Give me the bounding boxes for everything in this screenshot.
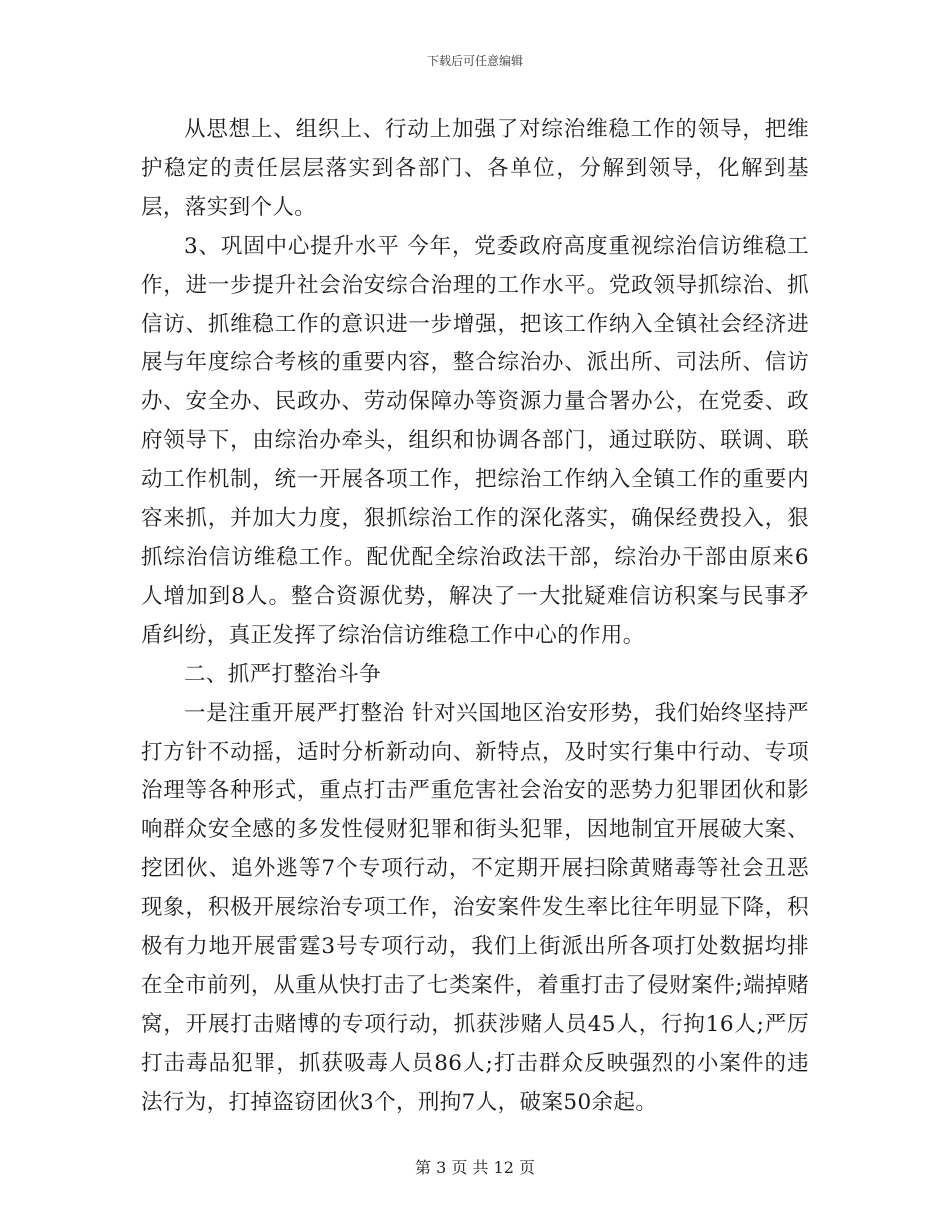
document-body [141, 111, 809, 1123]
page-header: 下载后可任意编辑 [426, 54, 523, 68]
paragraph-leadership-continuation: 从思想上、组织上、行动上加强了对综治维稳工作的领导，把维护稳定的责任层层落实到各部门、各单位，分解到领导，化解到基层，落实到个人。 [141, 117, 809, 220]
paragraph-strike-hard-campaign: 一是注重开展严打整治 针对兴国地区治安形势，我们始终坚持严打方针不动摇，适时分析新动向、新特点，及时实行集中行动、专项治理等各种形式，重点打击严重危害社会治安的恶势力犯罪团伙和影响群众安全感的多发性侵财犯罪和街头犯罪，因地制宜开展破大案、挖团伙、追外逃等7个专项行动，不定期开展扫除黄赌毒等社会丑恶现象，积极开展综治专项工作，治安案件发生率比往年明显下降，积极有力地开展雷霆3号专项行动，我们上街派出所各项打处数据均排在全市前列，从重从快打击了七类案件，着重打击了侵财案件;端掉赌窝，开展打击赌博的专项行动，抓获涉赌人员45人，行拘16人;严厉打击毒品犯罪，抓获吸毒人员86人;打击群众反映强烈的小案件的违法行为，打掉盗窃团伙3个，刑拘7人，破案50余起。 [141, 700, 809, 1115]
section-heading-strike-hard: 二、抓严打整治斗争 [184, 661, 382, 687]
page-number-footer: 第 3 页 共 12 页 [415, 1158, 535, 1177]
paragraph-consolidate-center: 3、巩固中心提升水平 今年，党委政府高度重视综治信访维稳工作，进一步提升社会治安综合治理的工作水平。党政领导抓综治、抓信访、抓维稳工作的意识进一步增强，把该工作纳入全镇社会经济进展与年度综合考核的重要内容，整合综治办、派出所、司法所、信访办、安全办、民政办、劳动保障办等资源力量合署办公，在党委、政府领导下，由综治办牵头，组织和协调各部门，通过联防、联调、联动工作机制，统一开展各项工作，把综治工作纳入全镇工作的重要内容来抓，并加大力度，狠抓综治工作的深化落实，确保经费投入，狠抓综治信访维稳工作。配优配全综治政法干部，综治办干部由原来6人增加到8人。整合资源优势，解决了一大批疑难信访积案与民事矛盾纠纷，真正发挥了综治信访维稳工作中心的作用。 [141, 233, 809, 648]
